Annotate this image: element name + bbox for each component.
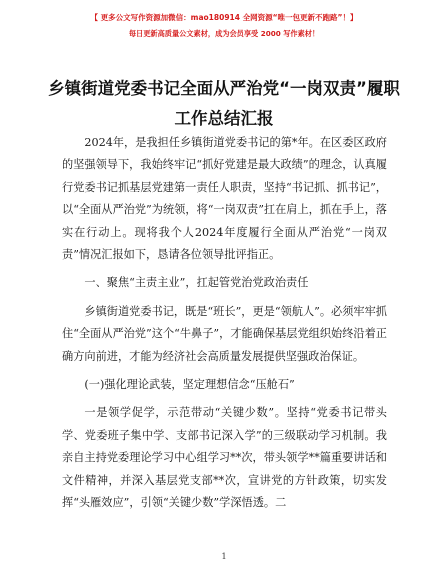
banner-line-1: 【 更多公文写作资源加微信：mao180914 全网资源“唯一包更新不跑路”！】	[90, 13, 358, 22]
promo-banner	[0, 12, 448, 39]
section-paragraph: 乡镇街道党委书记，既是“班长”，更是“领航人”。必须牢牢抓住“全面从严治党”这个“牛鼻子”，才能确保基层党组织始终沿着正确方向前进，才能为经济社会高质量发展提供坚强政治保证。	[62, 304, 387, 363]
banner-line-2: 每日更新高质量公文素材，成为会员享受 2000 写作素材！	[128, 29, 320, 38]
subsection-paragraph: 一是领学促学，示范带动“关键少数”。坚持“党委书记带头学、党委班子集中学、支部书记深入学”的三级联动学习机制。我亲自主持党委理论学习中心组学习**次，带头领学**篇重要讲话和文件精神，并深入基层党支部**次，宣讲党的方针政策，切实发挥“头雁效应”，引领“关键少数”学深悟透。二	[62, 406, 387, 510]
page-number: 1	[221, 552, 227, 561]
section-heading-1: 一、聚焦“主责主业”，扛起管党治党政治责任	[84, 276, 309, 290]
document-title: 乡镇街道党委书记全面从严治党“一岗双责”履职工作总结汇报	[48, 79, 400, 128]
document-body	[62, 132, 387, 515]
intro-paragraph: 2024年，是我担任乡镇街道党委书记的第*年。在区委区政府的坚强领导下，我始终牢记“抓好党建是最大政绩”的理念，认真履行党委书记抓基层党建第一责任人职责，坚持“书记抓、抓书记”，以“全面从严治党”为统领，将“一岗双责”扛在肩上，抓在手上，落实在行动上。现将我个人2024年度履行全面从严治党“一岗双责”情况汇报如下，恳请各位领导批评指正。	[62, 136, 387, 262]
subsection-heading-1: (一)强化理论武装，坚定理想信念“压舱石”	[84, 378, 295, 392]
